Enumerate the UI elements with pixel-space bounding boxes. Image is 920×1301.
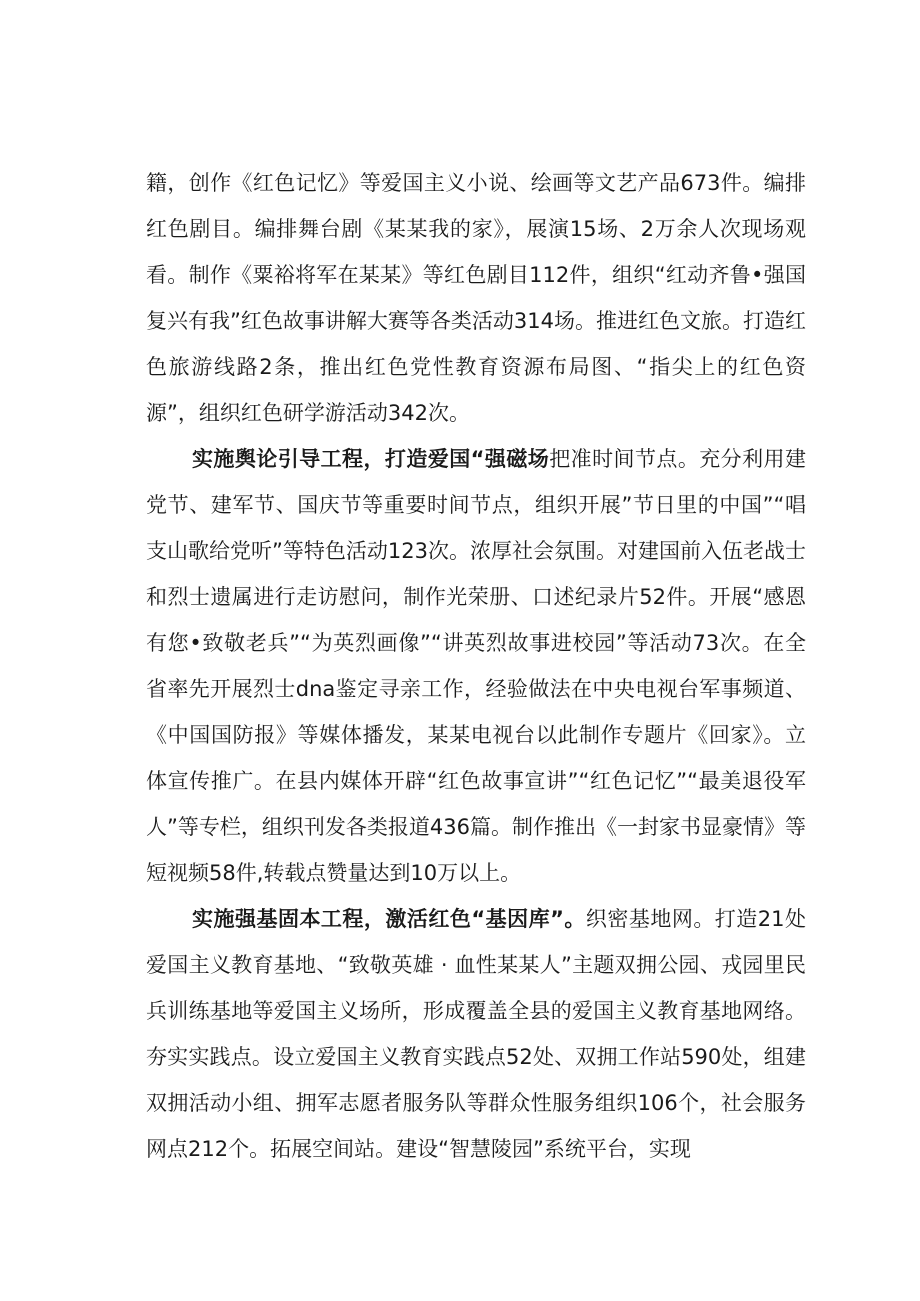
paragraph-2-lead: 实施舆论引导工程，打造爱国“强磁场: [192, 447, 550, 471]
document-body: [146, 160, 806, 1172]
paragraph-3-lead: 实施强基固本工程，激活红色“基因库”。: [192, 907, 586, 931]
paragraph-3-body: 织密基地网。打造21处爱国主义教育基地、“致敬英雄 · 血性某某人”主题双拥公园、戎园里民兵训练基地等爱国主义场所，形成覆盖全县的爱国主义教育基地网络。夯实实践点。设立爱国主义教育实践点52处、双拥工作站590处，组建双拥活动小组、拥军志愿者服务队等群众性服务组织106个，社会服务网点212个。拓展空间站。建设“智慧陵园”系统平台，实现: [146, 907, 806, 1161]
paragraph-2: [146, 436, 806, 896]
paragraph-2-body: 把准时间节点。充分利用建党节、建军节、国庆节等重要时间节点，组织开展”节日里的中国”“唱支山歌给党听”等特色活动123次。浓厚社会氛围。对建国前入伍老战士和烈士遗属进行走访慰问，制作光荣册、口述纪录片52件。开展“感恩有您•致敬老兵”“为英烈画像”“讲英烈故事进校园”等活动73次。在全省率先开展烈士dna鉴定寻亲工作，经验做法在中央电视台军事频道、《中国国防报》等媒体播发，某某电视台以此制作专题片《回家》。立体宣传推广。在县内媒体开辟“红色故事宣讲”“红色记忆”“最美退役军人”等专栏，组织刊发各类报道436篇。制作推出《一封家书显豪情》等短视频58件,转载点赞量达到10万以上。: [146, 447, 806, 885]
paragraph-1-body: 籍，创作《红色记忆》等爱国主义小说、绘画等文艺产品673件。编排红色剧目。编排舞台剧《某某我的家》，展演15场、2万余人次现场观看。制作《粟裕将军在某某》等红色剧目112件，组织“红动齐鲁•强国复兴有我”红色故事讲解大赛等各类活动314场。推进红色文旅。打造红色旅游线路2条，推出红色党性教育资源布局图、“指尖上的红色资源”，组织红色研学游活动342次。: [146, 171, 806, 425]
paragraph-1: [146, 160, 806, 436]
paragraph-3: [146, 896, 806, 1172]
